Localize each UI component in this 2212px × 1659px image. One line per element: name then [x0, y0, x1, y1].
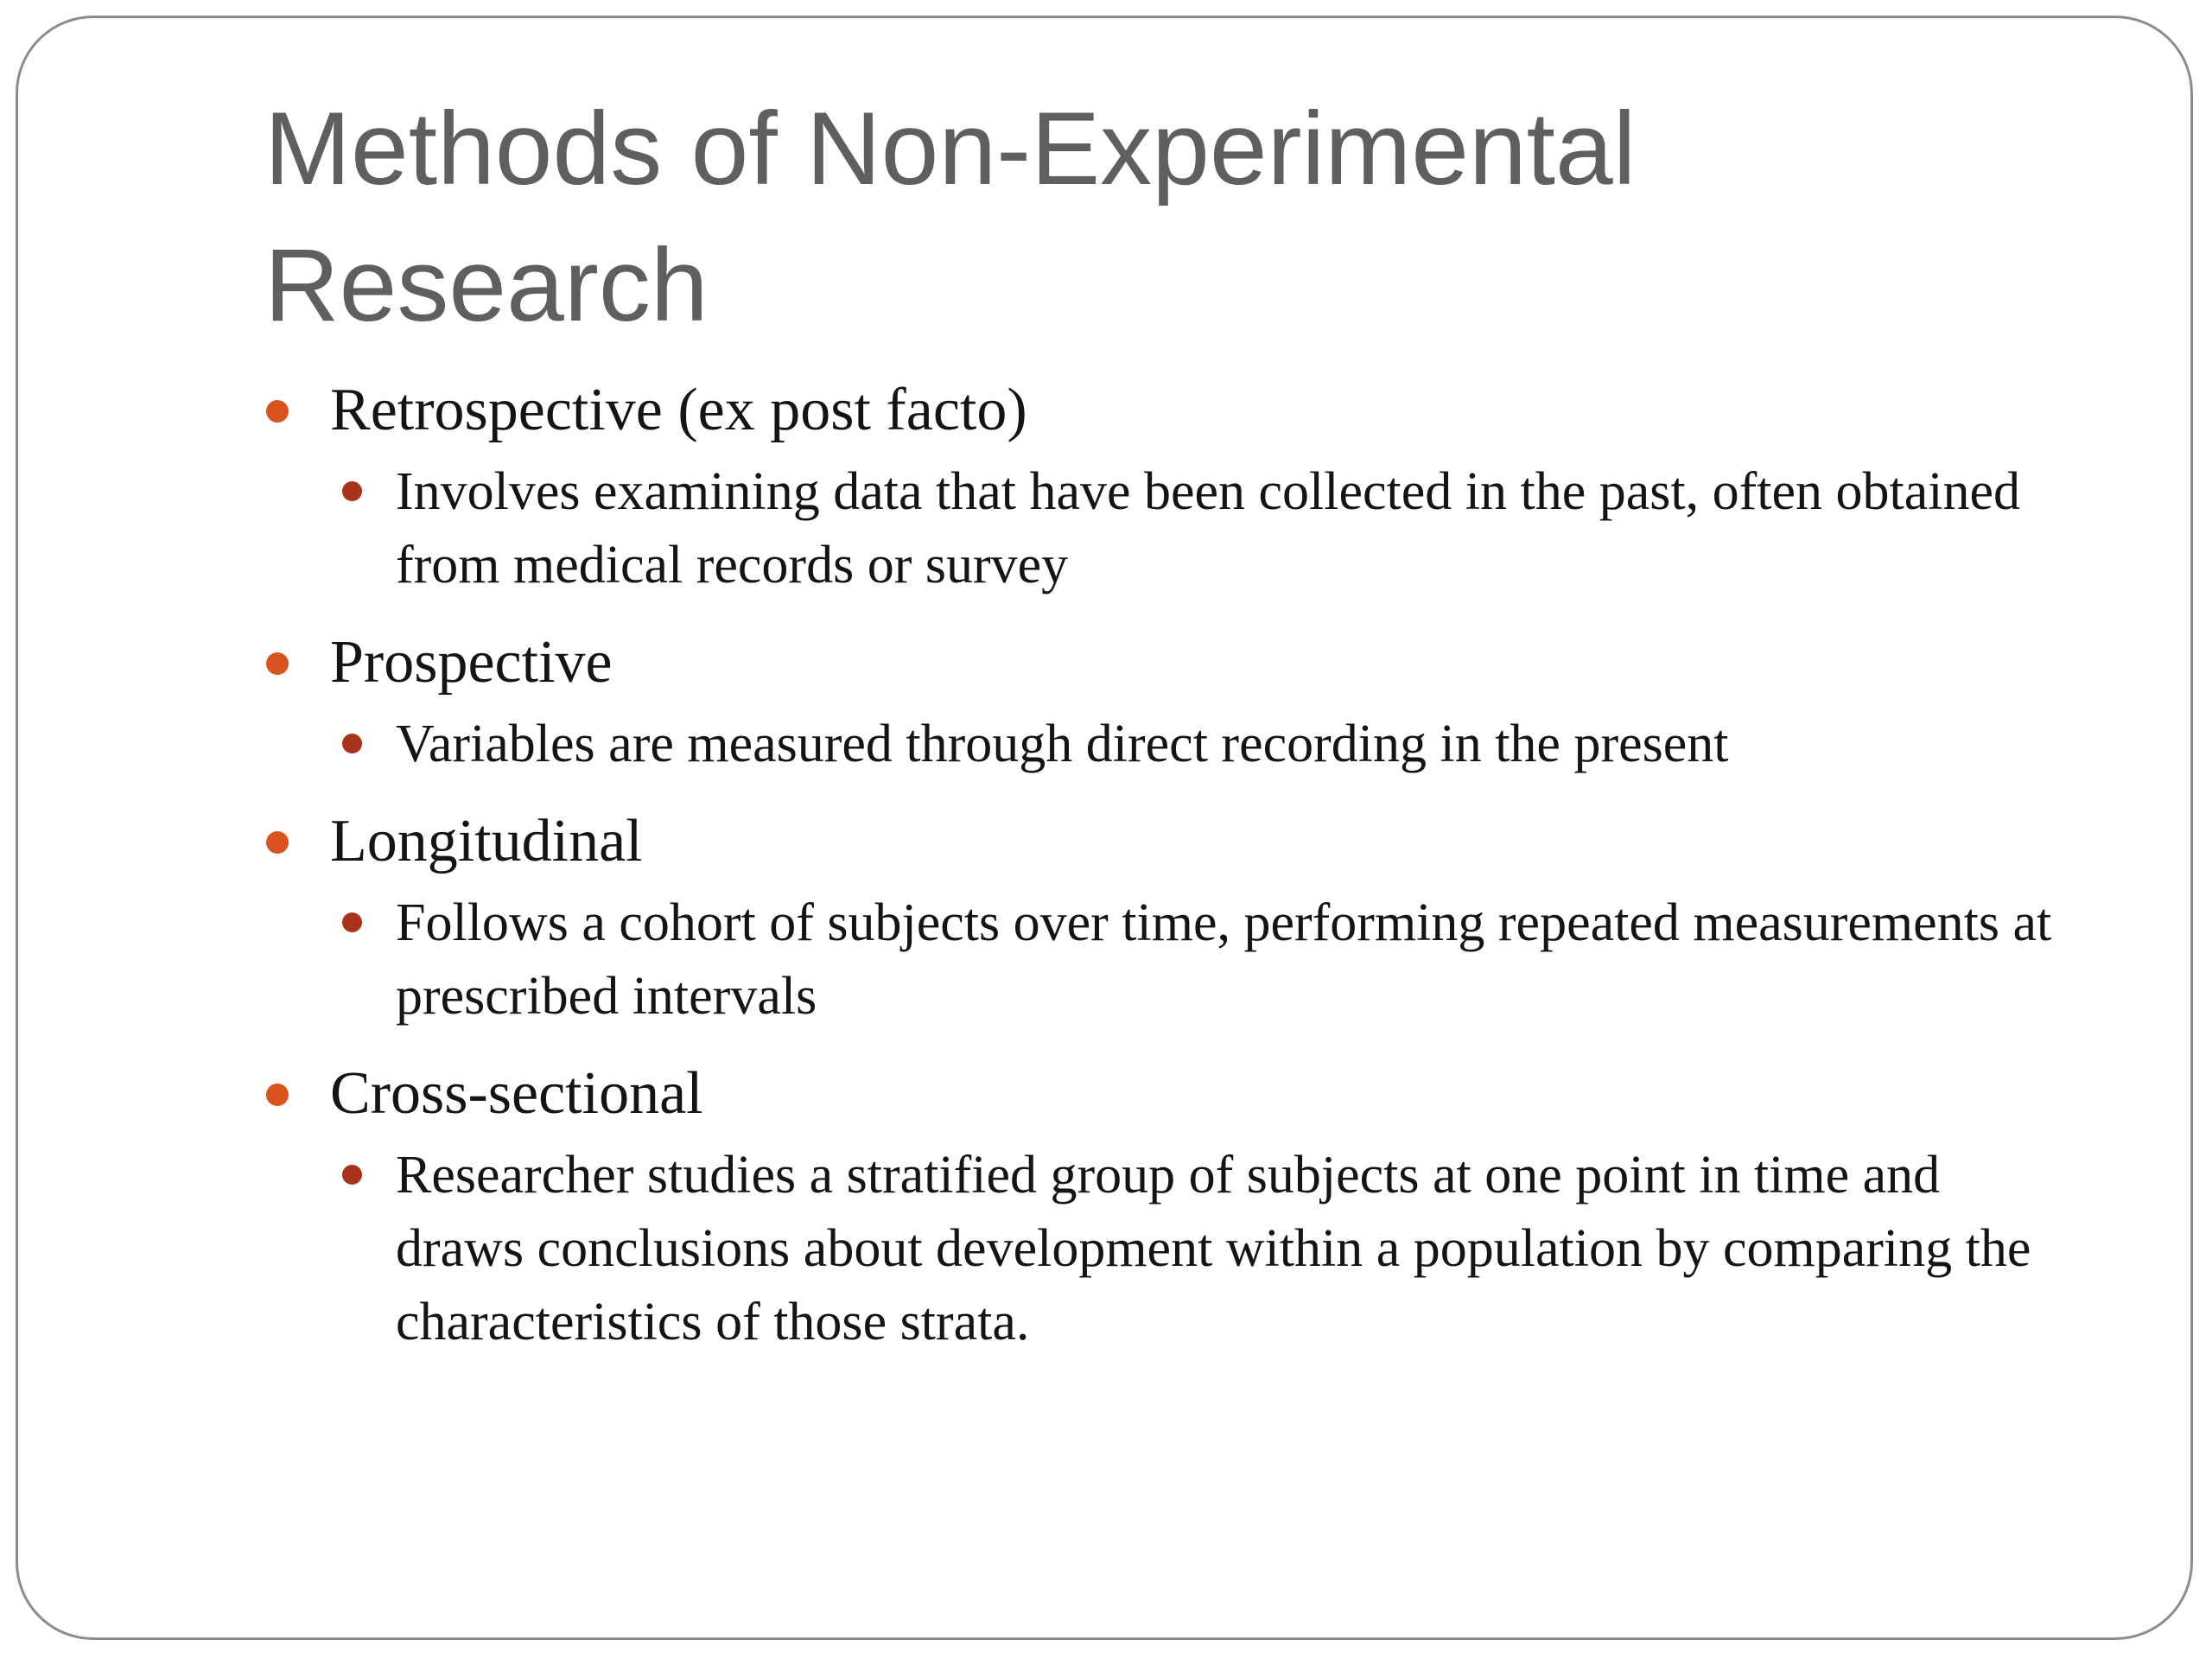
heading-text: Retrospective (ex post facto)	[330, 377, 1027, 443]
bullet-dot-icon	[266, 1084, 289, 1106]
sub-item-text: Variables are measured through direct recording in the present	[396, 715, 1729, 773]
sub-bullet-dot-icon	[342, 912, 362, 932]
list-item-heading	[264, 1052, 2062, 1135]
bullet-list	[264, 369, 2062, 1359]
slide-frame	[16, 16, 2193, 1640]
sub-item	[396, 887, 2062, 1033]
bullet-dot-icon	[266, 400, 289, 423]
bullet-dot-icon	[266, 831, 289, 854]
heading-text: Cross-sectional	[330, 1060, 703, 1127]
sub-bullet-dot-icon	[342, 1165, 362, 1185]
sub-item-text: Follows a cohort of subjects over time, performing repeated measurements at prescribed intervals	[396, 893, 2052, 1026]
sub-bullet-dot-icon	[342, 734, 362, 753]
slide-title: Methods of Non-Experimental Research	[264, 91, 1637, 343]
sub-item	[396, 455, 2062, 602]
heading-text: Prospective	[330, 629, 613, 696]
bullet-dot-icon	[266, 652, 289, 675]
list-item-heading	[264, 369, 2062, 452]
sub-item-text: Researcher studies a stratified group of subjects at one point in time and draws conclusions about development within a population by comparing the characteristics of those strata.	[396, 1146, 2031, 1351]
sub-item-text: Involves examining data that have been collected in the past, often obtained from medical records or survey	[396, 462, 2021, 594]
list-item-cross-sectional	[264, 1052, 2062, 1359]
list-item-longitudinal	[264, 800, 2062, 1033]
sub-item	[396, 1139, 2062, 1359]
sub-item	[396, 708, 2062, 781]
sub-bullet-dot-icon	[342, 481, 362, 501]
list-item-heading	[264, 621, 2062, 704]
list-item-heading	[264, 800, 2062, 883]
list-item-retrospective	[264, 369, 2062, 602]
heading-text: Longitudinal	[330, 808, 643, 874]
list-item-prospective	[264, 621, 2062, 781]
